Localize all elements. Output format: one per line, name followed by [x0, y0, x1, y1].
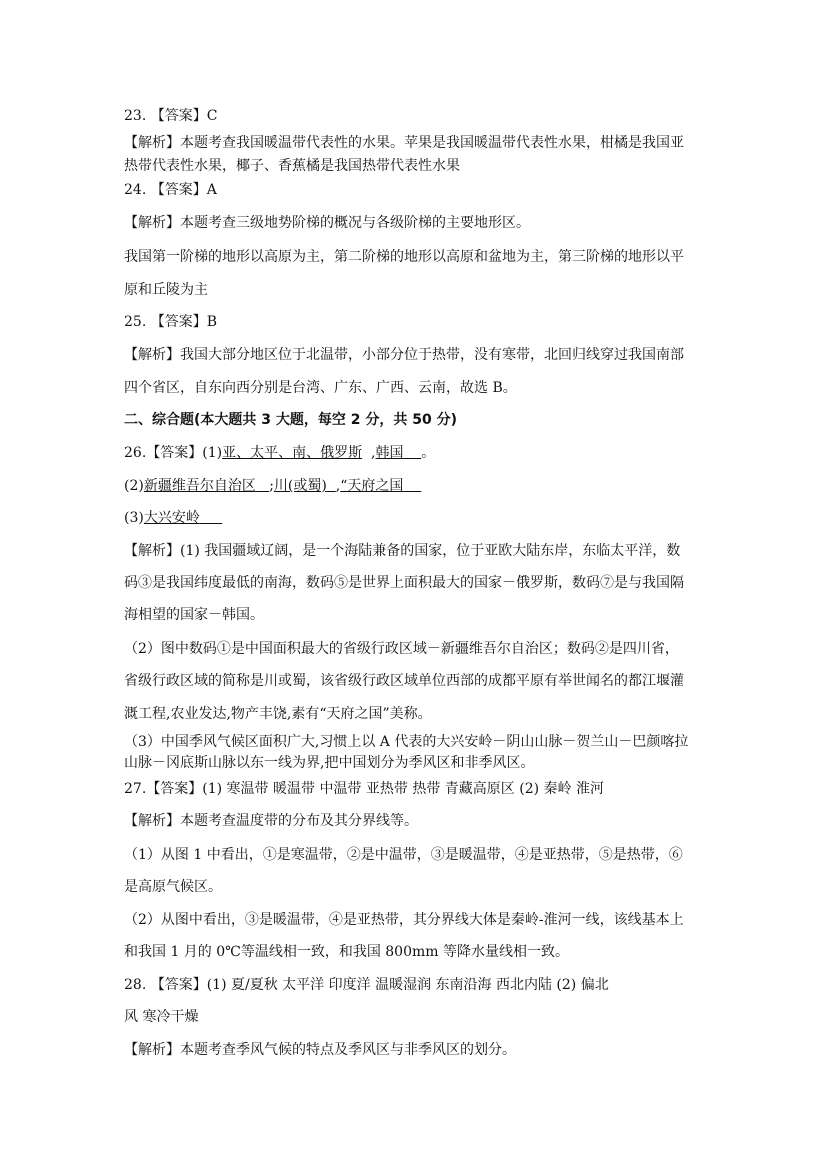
q26-end: 。 — [421, 445, 436, 461]
q26-answer-3 — [124, 509, 222, 527]
q25-analysis-line: 四个省区，自东向西分别是台湾、广东、广西、云南，故选 B。 — [124, 380, 517, 396]
q27-analysis-line: （2）从图中看出，③是暖温带，④是亚热带，其分界线大体是秦岭-淮河一线，该线基本上 — [124, 912, 684, 928]
q26-part-label: (3) — [124, 510, 144, 526]
q26-prefix: 26.【答案】(1) — [124, 445, 223, 461]
q26-answer-blank: 韩国 — [375, 445, 404, 461]
q28-answer-line: 风 寒冷干燥 — [124, 1009, 199, 1025]
q25-answer: 25. 【答案】B — [124, 314, 218, 330]
q26-analysis-line: （2）图中数码①是中国面积最大的省级行政区域－新疆维吾尔自治区；数码②是四川省， — [124, 641, 679, 657]
q26-answer-1 — [124, 444, 435, 462]
q26-answer-blank: 亚、太平、南、俄罗斯 — [222, 445, 363, 461]
q24-analysis-line: 【解析】本题考查三级地势阶梯的概况与各级阶梯的主要地形区。 — [124, 215, 530, 231]
q27-answer: 27.【答案】(1) 寒温带 暖温带 中温带 亚热带 热带 青藏高原区 (2) 秦岭 淮河 — [124, 781, 604, 797]
q26-analysis-line: 海相望的国家－韩国。 — [124, 607, 264, 623]
q23-answer: 23. 【答案】C — [124, 108, 218, 124]
q26-part-label: (2) — [124, 478, 144, 494]
q26-answer-blank: “天府之国 — [340, 478, 404, 494]
q24-analysis-line: 原和丘陵为主 — [124, 282, 208, 298]
q26-separator: , — [371, 445, 376, 461]
q26-analysis-line: 码③是我国纬度最低的南海，数码⑤是世界上面积最大的国家－俄罗斯，数码⑦是与我国隔 — [124, 575, 684, 591]
section-2-title: 二、综合题(本大题共 3 大题，每空 2 分，共 50 分) — [124, 412, 458, 428]
q28-answer-line: 28. 【答案】(1) 夏/夏秋 太平洋 印度洋 温暖湿润 东南沿海 西北内陆 (2) 偏北 — [124, 977, 609, 993]
q23-analysis-line: 热带代表性水果，椰子、香蕉橘是我国热带代表性水果 — [124, 158, 460, 174]
q26-analysis-line: 溉工程,农业发达,物产丰饶,素有“天府之国”美称。 — [124, 706, 432, 722]
q26-separator: , — [335, 478, 341, 494]
q26-separator: ; — [269, 478, 274, 494]
q26-analysis-line: （3）中国季风气候区面积广大,习惯上以 A 代表的大兴安岭－阴山山脉－贺兰山－巴颜喀拉 — [124, 734, 689, 750]
q26-analysis-line: 省级行政区域的简称是川或蜀，该省级行政区域单位西部的成都平原有举世闻名的都江堰灌 — [124, 673, 684, 689]
q28-analysis-line: 【解析】本题考查季风气候的特点及季风区与非季风区的划分。 — [124, 1042, 516, 1058]
q26-analysis-line: 【解析】(1) 我国疆域辽阔，是一个海陆兼备的国家，位于亚欧大陆东岸，东临太平洋，数 — [124, 543, 681, 559]
q27-analysis-line: 【解析】本题考查温度带的分布及其分界线等。 — [124, 813, 418, 829]
q23-analysis-line: 【解析】本题考查我国暖温带代表性的水果。苹果是我国暖温带代表性水果，柑橘是我国亚 — [124, 135, 684, 151]
q25-analysis-line: 【解析】我国大部分地区位于北温带，小部分位于热带，没有寒带，北回归线穿过我国南部 — [124, 347, 684, 363]
q26-answer-blank: 新疆维吾尔自治区 — [143, 478, 256, 494]
q26-analysis-line: 山脉－冈底斯山脉以东一线为界,把中国划分为季风区和非季风区。 — [124, 755, 535, 771]
q27-analysis-line: 是高原气候区。 — [124, 879, 222, 895]
q27-analysis-line: （1）从图 1 中看出，①是寒温带，②是中温带，③是暖温带，④是亚热带，⑤是热带，⑥ — [124, 847, 683, 863]
q26-answer-blank: 川(或蜀) — [273, 478, 327, 494]
q26-answer-blank: 大兴安岭 — [143, 510, 200, 526]
q27-analysis-line: 和我国 1 月的 0℃等温线相一致，和我国 800mm 等降水量线相一致。 — [124, 944, 569, 960]
q26-answer-2 — [124, 477, 421, 495]
q24-analysis-line: 我国第一阶梯的地形以高原为主，第二阶梯的地形以高原和盆地为主，第三阶梯的地形以平 — [124, 249, 684, 265]
q24-answer: 24. 【答案】A — [124, 182, 217, 198]
